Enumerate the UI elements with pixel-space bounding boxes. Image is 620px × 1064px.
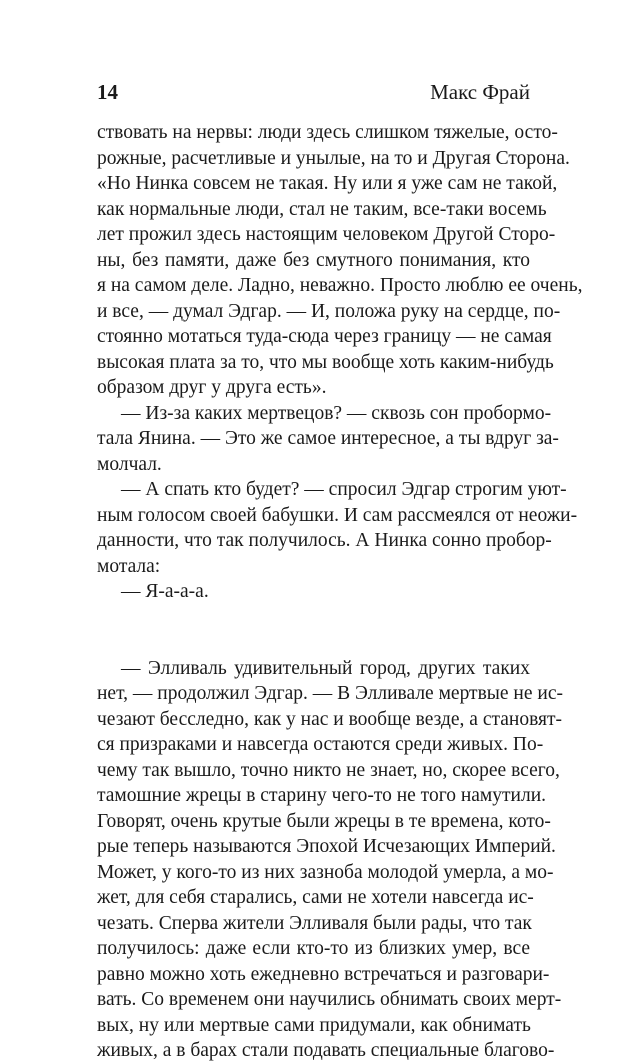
text-line: «Но Нинка совсем не такая. Ну или я уже сам не такой,	[97, 173, 558, 194]
text-line: нет, — продолжил Эдгар. — В Элливале мертвые не ис-	[97, 683, 563, 704]
text-line: вать. Со временем они научились обнимать своих мерт-	[97, 989, 562, 1010]
text-line: молчал.	[97, 453, 162, 475]
text-line: мотала:	[97, 555, 161, 577]
text-line: стоянно мотаться туда-сюда через границу — не самая	[97, 326, 552, 347]
text-line: тамошние жрецы в старину чего-то не того намутили.	[97, 785, 547, 806]
text-line: я на самом деле. Ладно, неважно. Просто люблю ее очень,	[97, 275, 583, 296]
text-line: — Элливаль удивительный город, других таких	[121, 657, 530, 679]
text-line: лет прожил здесь настоящим человеком Другой Сторо-	[97, 224, 556, 245]
text-line: чезать. Сперва жители Элливаля были рады, что так	[97, 912, 532, 934]
book-page	[97, 80, 583, 1064]
paragraph	[97, 656, 563, 1064]
text-line: получилось: даже если кто-то из близких умер, все	[97, 938, 530, 959]
text-line: — Я-а-а-а.	[121, 581, 209, 602]
text-line: данности, что так получилось. А Нинка сонно пробор-	[97, 530, 552, 551]
text-line: чему так вышло, точно никто не знает, но, скорее всего,	[97, 759, 560, 781]
body-text	[97, 120, 583, 1064]
paragraph	[97, 477, 578, 579]
text-line: ствовать на нервы: люди здесь слишком тяжелые, осто-	[97, 122, 558, 143]
section-break	[97, 605, 530, 656]
text-line: Говорят, очень крутые были жрецы в те времена, кото-	[97, 810, 551, 832]
text-line: рые теперь называются Эпохой Исчезающих Империй.	[97, 836, 556, 857]
paragraph	[97, 120, 583, 401]
text-line: ся призраками и навсегда остаются среди живых. По-	[97, 734, 544, 755]
text-line: как нормальные люди, стал не таким, все-таки восемь	[97, 198, 547, 220]
text-line: тала Янина. — Это же самое интересное, а ты вдруг за-	[97, 428, 559, 449]
page-number: 14	[97, 80, 118, 104]
text-line: вых, ну или мертвые сами придумали, как обнимать	[97, 1014, 531, 1036]
text-line: образом друг у друга есть».	[97, 377, 327, 398]
text-line: жет, для себя старались, сами не хотели навсегда ис-	[97, 887, 534, 908]
text-line: ны, без памяти, даже без смутного понимания, кто	[97, 249, 530, 271]
text-line: живых, а в барах стали подавать специальные благово-	[97, 1040, 555, 1061]
book-author: Макс Фрай	[430, 80, 530, 104]
paragraph	[97, 579, 530, 605]
text-line: Может, у кого-то из них зазноба молодой умерла, а мо-	[97, 861, 554, 883]
text-line: — А спать кто будет? — спросил Эдгар строгим уют-	[121, 479, 567, 500]
text-line: рожные, расчетливые и унылые, на то и Другая Сторона.	[97, 147, 570, 169]
text-line: высокая плата за то, что мы вообще хоть каким-нибудь	[97, 351, 554, 373]
text-line: ным голосом своей бабушки. И сам рассмеялся от неожи-	[97, 504, 578, 526]
text-line: и все, — думал Эдгар. — И, положа руку на сердце, по-	[97, 300, 561, 322]
running-head	[97, 80, 530, 114]
text-line: — Из-за каких мертвецов? — сквозь сон пробормо-	[121, 402, 552, 424]
paragraph	[97, 401, 559, 478]
text-line: чезают бесследно, как у нас и вообще везде, а становят-	[97, 708, 563, 730]
text-line: равно можно хоть ежедневно встречаться и разговари-	[97, 963, 550, 985]
